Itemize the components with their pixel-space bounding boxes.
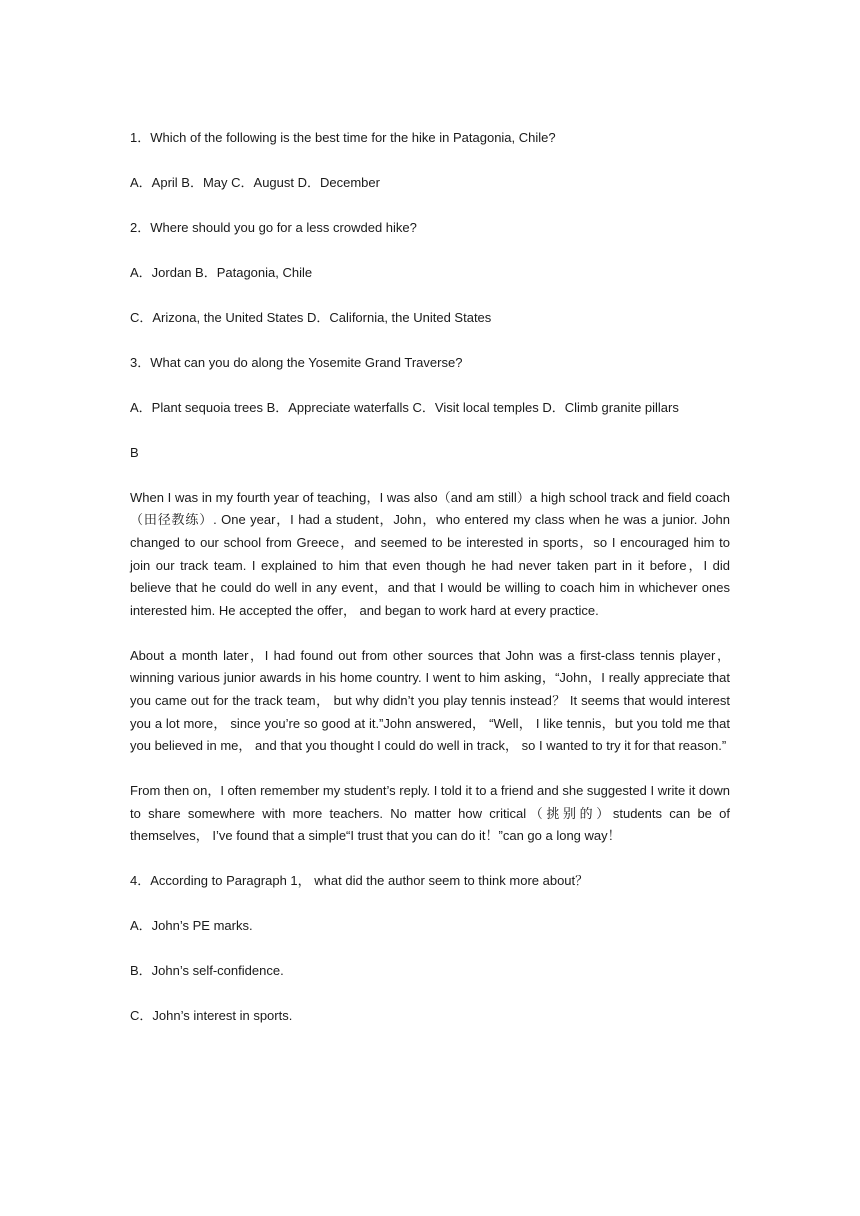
question-4-option-b: B．John’s self-confidence. (130, 963, 284, 979)
section-label: B (130, 444, 139, 460)
question-1-options: A．April B．May C．August D．December (130, 174, 380, 190)
question-4-option-c: C．John’s interest in sports. (130, 1008, 293, 1024)
question-2-options-line1: A．Jordan B．Patagonia, Chile (130, 264, 313, 280)
question-3: 3．What can you do along the Yosemite Grand Traverse? (130, 354, 463, 370)
question-3-options: A．Plant sequoia trees B．Appreciate waterfalls C．Visit local temples D．Climb granite pillars (130, 399, 679, 415)
question-4-option-a: A．John’s PE marks. (130, 918, 253, 934)
question-2: 2．Where should you go for a less crowded hike? (130, 219, 417, 235)
passage-paragraph-3: From then on，I often remember my student’s reply. I told it to a friend and she suggested I write it down to share somewhere with more teachers. No matter how critical（挑别的）students can be of themselves， I’ve found that a simple“I trust that you can do it！”can go a long way！ (130, 783, 730, 844)
document-page (130, 127, 730, 1050)
question-2-options-line2: C．Arizona, the United States D．California, the United States (130, 309, 492, 325)
passage-paragraph-1: When I was in my fourth year of teaching，I was also（and am still）a high school track and field coach（田径教练）. One year，I had a student，John，who entered my class when he was a junior. John changed to our school from Greece，and seemed to be interested in sports，so I encouraged him to join our track team. I explained to him that even though he had never taken part in it before，I did believe that he could do well in any event，and that I would be willing to coach him in whichever ones interested him. He accepted the offer， and began to work hard at every practice. (130, 489, 730, 618)
passage-paragraph-2: About a month later，I had found out from other sources that John was a first-class tennis player，winning various junior awards in his home country. I went to him asking，“John，I really appreciate that you came out for the track team， but why didn’t you play tennis instead？ It seems that would interest you a lot more， since you’re so good at it.”John answered， “Well， I like tennis，but you told me that you believed in me， and that you thought I could do well in track， so I wanted to try it for that reason.” (130, 647, 730, 754)
question-1: 1．Which of the following is the best time for the hike in Patagonia, Chile? (130, 130, 556, 145)
question-4: 4．According to Paragraph 1， what did the author seem to think more about？ (130, 873, 589, 889)
